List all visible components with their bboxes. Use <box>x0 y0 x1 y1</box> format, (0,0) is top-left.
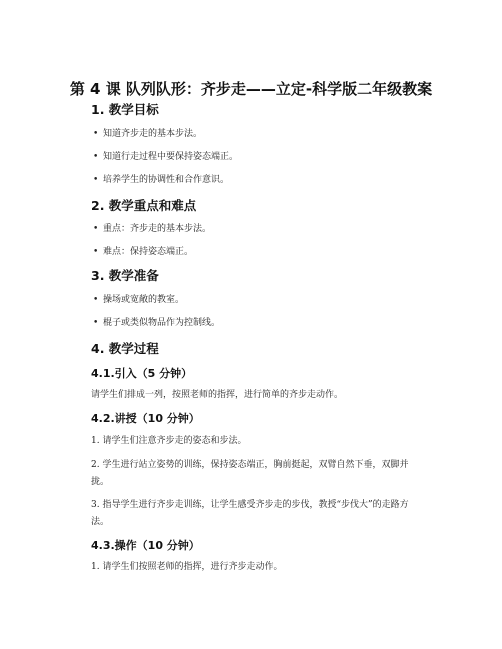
document-title: 第 4 课 队列队形：齐步走——立定-科学版二年级教案 <box>69 80 433 98</box>
paragraph: 3. 指导学生进行齐步走训练，让学生感受齐步走的步伐，教授“步伐大”的走路方法。 <box>91 500 409 527</box>
bullet-icon: • <box>93 318 99 328</box>
subsection-heading-intro: 4.1.引入（5 分钟） <box>91 367 193 380</box>
list-item <box>93 174 229 186</box>
list-item-text: 培养学生的协调性和合作意识。 <box>103 175 230 185</box>
list-item <box>93 317 220 329</box>
list-item <box>93 294 184 306</box>
bullet-icon: • <box>93 152 99 162</box>
subsection-heading-lecture: 4.2.讲授（10 分钟） <box>91 412 200 425</box>
bullet-icon: • <box>93 175 99 185</box>
section-heading-process: 4. 教学过程 <box>91 341 159 356</box>
list-item-text: 棍子或类似物品作为控制线。 <box>103 318 221 328</box>
list-item <box>93 128 202 140</box>
bullet-icon: • <box>93 129 99 139</box>
section-heading-preparation: 3. 教学准备 <box>91 268 159 283</box>
paragraph: 请学生们排成一列，按照老师的指挥，进行简单的齐步走动作。 <box>91 390 344 400</box>
section-heading-objectives: 1. 教学目标 <box>91 102 159 117</box>
subsection-heading-practice: 4.3.操作（10 分钟） <box>91 539 200 552</box>
paragraph: 1. 请学生们注意齐步走的姿态和步法。 <box>91 436 247 446</box>
section-heading-key-points: 2. 教学重点和难点 <box>91 198 197 213</box>
bullet-icon: • <box>93 224 99 234</box>
list-item <box>93 223 211 235</box>
list-item <box>93 151 238 163</box>
list-item-text: 操场或宽敞的教室。 <box>103 295 185 305</box>
paragraph: 2. 学生进行站立姿势的训练，保持姿态端正，胸前挺起，双臂自然下垂，双脚并拢。 <box>91 460 409 487</box>
bullet-icon: • <box>93 295 99 305</box>
list-item-text: 重点：齐步走的基本步法。 <box>103 224 212 234</box>
list-item-text: 知道齐步走的基本步法。 <box>103 129 203 139</box>
bullet-icon: • <box>93 247 99 257</box>
list-item <box>93 246 193 258</box>
paragraph: 1. 请学生们按照老师的指挥，进行齐步走动作。 <box>91 562 283 572</box>
list-item-text: 难点：保持姿态端正。 <box>103 247 194 257</box>
list-item-text: 知道行走过程中要保持姿态端正。 <box>103 152 239 162</box>
